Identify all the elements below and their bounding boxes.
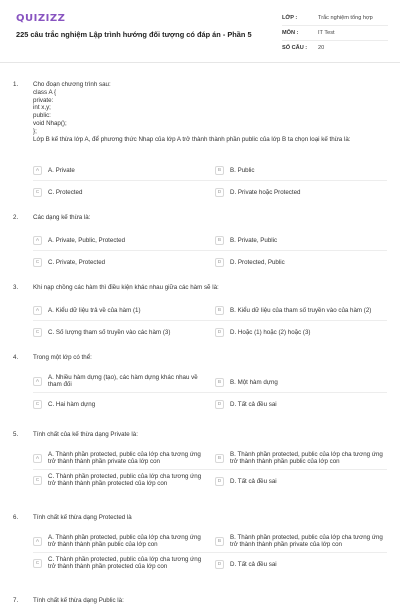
option-divider: [33, 250, 387, 251]
option-letter: B: [215, 306, 224, 315]
option-letter: A: [33, 166, 42, 175]
document-header: [0, 0, 400, 63]
option-divider: [33, 392, 387, 393]
question-number: 2.: [13, 214, 19, 221]
option-a[interactable]: [33, 236, 203, 245]
option-letter: B: [215, 166, 224, 175]
option-text: A. Nhiều hàm dựng (tạo), các hàm dựng khác nhau về tham đối: [48, 374, 198, 389]
document-title: 225 câu trắc nghiệm Lập trình hướng đối tượng có đáp án - Phần 5: [16, 30, 252, 39]
option-a[interactable]: [33, 374, 203, 389]
option-c[interactable]: [33, 188, 203, 197]
option-c[interactable]: [33, 328, 203, 337]
question-text: Khi nạp chồng các hàm thì điều kiện khác nhau giữa các hàm sẽ là:: [33, 284, 219, 291]
option-c[interactable]: [33, 473, 203, 488]
option-text: A. Private: [48, 166, 75, 174]
option-d[interactable]: [215, 560, 385, 569]
option-text: C. Private, Protected: [48, 258, 106, 266]
question-number: 4.: [13, 354, 19, 361]
option-d[interactable]: [215, 188, 385, 197]
option-d[interactable]: [215, 258, 385, 267]
option-text: B. Thành phần protected, public của lớp cha tương ứng trở thành thành phần public của lớp con: [230, 451, 383, 466]
option-letter: D: [215, 400, 224, 409]
option-text: D. Protected, Public: [230, 258, 285, 266]
option-letter: D: [215, 477, 224, 486]
meta-row-count: [282, 41, 388, 55]
option-text: B. Private, Public: [230, 236, 278, 244]
option-text: D. Hoặc (1) hoặc (2) hoặc (3): [230, 328, 311, 336]
option-d[interactable]: [215, 328, 385, 337]
option-a[interactable]: [33, 451, 203, 466]
option-text: C. Số lượng tham số truyền vào các hàm (3): [48, 328, 171, 336]
meta-row-class: [282, 11, 388, 26]
question-number: 7.: [13, 597, 19, 604]
option-letter: B: [215, 537, 224, 546]
option-letter: C: [33, 328, 42, 337]
option-text: A. Thành phần protected, public của lớp cha tương ứng trở thành thành phần private của lớp con: [48, 451, 201, 466]
option-letter: B: [215, 454, 224, 463]
option-text: B. Thành phần protected, public của lớp cha tương ứng trở thành thành phần private của lớp con: [230, 534, 383, 549]
option-b[interactable]: [215, 236, 385, 245]
question-text: Các dạng kế thừa là:: [33, 214, 91, 221]
meta-value: 20: [318, 45, 325, 51]
option-letter: D: [215, 188, 224, 197]
option-text: A. Kiểu dữ liệu trả về của hàm (1): [48, 306, 141, 314]
option-b[interactable]: [215, 534, 385, 549]
option-text: D. Tất cả đều sai: [230, 560, 277, 568]
option-divider: [33, 469, 387, 470]
option-letter: B: [215, 378, 224, 387]
option-letter: A: [33, 236, 42, 245]
question-text: Tính chất kế thừa dạng Protected là: [33, 514, 132, 521]
option-a[interactable]: [33, 306, 203, 315]
option-b[interactable]: [215, 378, 385, 387]
option-c[interactable]: [33, 400, 203, 409]
option-divider: [33, 180, 387, 181]
option-text: A. Thành phần protected, public của lớp cha tương ứng trở thành thành phần public của lớp con: [48, 534, 201, 549]
question-number: 6.: [13, 514, 19, 521]
meta-key: MÔN :: [282, 30, 299, 36]
option-d[interactable]: [215, 477, 385, 486]
question-number: 1.: [13, 81, 19, 88]
option-text: C. Protected: [48, 188, 83, 196]
question-text: Cho đoạn chương trình sau: class A { private: int x,y; public: void Nhap(); }; Lớp B kế thừa lớp A, để phương thức Nhap của lớp A trở thành thành phần public của lớp B ta chọn loại kế thừa là:: [33, 81, 351, 143]
meta-value: IT Test: [318, 30, 335, 36]
question-text: Tính chất của kế thừa dạng Private là:: [33, 431, 138, 438]
option-text: C. Thành phần protected, public của lớp cha tương ứng trở thành thành phần protected của lớp con: [48, 556, 202, 571]
option-text: B. Kiểu dữ liệu của tham số truyền vào của hàm (2): [230, 306, 372, 314]
option-divider: [33, 320, 387, 321]
option-b[interactable]: [215, 306, 385, 315]
option-text: D. Private hoặc Protected: [230, 188, 301, 196]
question-text: Tính chất kế thừa dạng Public là:: [33, 597, 124, 604]
option-letter: C: [33, 258, 42, 267]
option-letter: A: [33, 454, 42, 463]
option-letter: A: [33, 537, 42, 546]
option-a[interactable]: [33, 534, 203, 549]
meta-key: SỐ CÂU :: [282, 45, 308, 51]
meta-key: LỚP :: [282, 15, 298, 21]
meta-row-subject: [282, 26, 388, 41]
option-letter: C: [33, 400, 42, 409]
option-letter: C: [33, 188, 42, 197]
option-c[interactable]: [33, 556, 203, 571]
option-letter: D: [215, 328, 224, 337]
option-a[interactable]: [33, 166, 203, 175]
option-letter: C: [33, 476, 42, 485]
option-letter: C: [33, 559, 42, 568]
option-text: A. Private, Public, Protected: [48, 236, 126, 244]
option-text: D. Tất cả đều sai: [230, 400, 277, 408]
option-letter: A: [33, 377, 42, 386]
question-number: 3.: [13, 284, 19, 291]
meta-table: [282, 11, 388, 55]
option-d[interactable]: [215, 400, 385, 409]
meta-value: Trắc nghiệm tổng hợp: [318, 15, 373, 21]
option-text: B. Một hàm dựng: [230, 378, 278, 386]
quizizz-logo: QUIZIZZ: [16, 13, 66, 24]
question-number: 5.: [13, 431, 19, 438]
option-c[interactable]: [33, 258, 203, 267]
option-text: C. Thành phần protected, public của lớp cha tương ứng trở thành thành phần protected của lớp con: [48, 473, 202, 488]
option-b[interactable]: [215, 166, 385, 175]
option-letter: B: [215, 236, 224, 245]
option-letter: D: [215, 258, 224, 267]
option-text: C. Hai hàm dựng: [48, 400, 96, 408]
option-text: B. Public: [230, 166, 255, 174]
option-divider: [33, 552, 387, 553]
option-letter: A: [33, 306, 42, 315]
option-b[interactable]: [215, 451, 385, 466]
option-letter: D: [215, 560, 224, 569]
option-text: D. Tất cả đều sai: [230, 477, 277, 485]
question-text: Trong một lớp có thể:: [33, 354, 92, 361]
